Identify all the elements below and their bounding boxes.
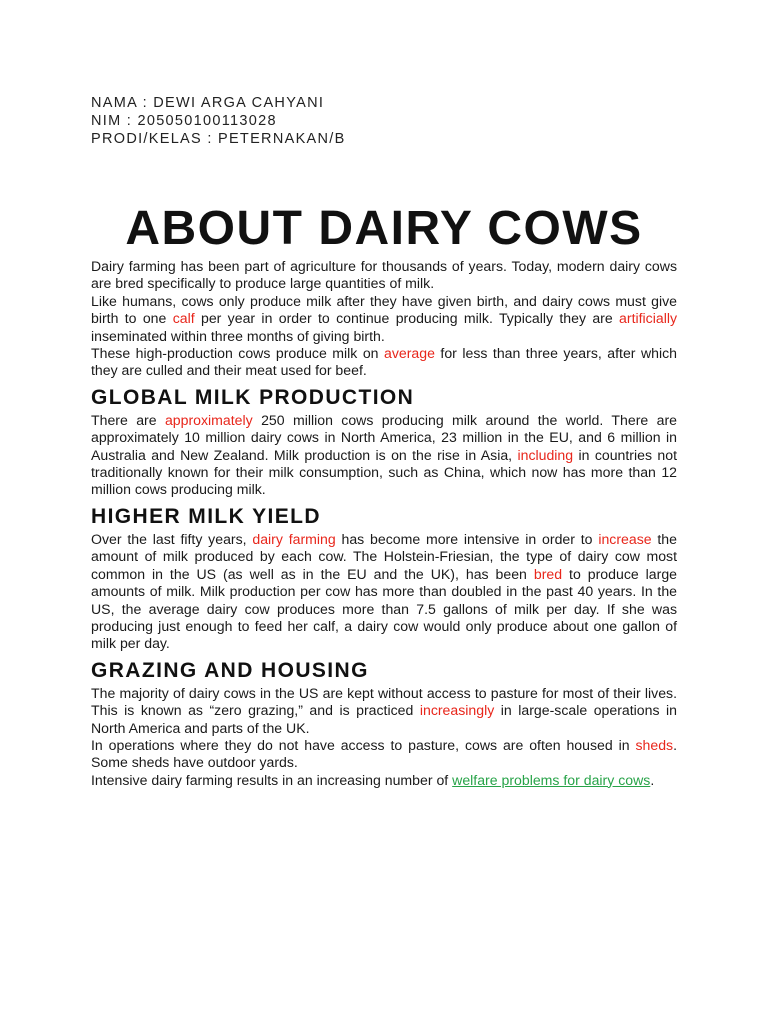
text-run: in large-scale operations in North America and parts of the UK. (91, 702, 677, 736)
text-run: has become more intensive in order to (335, 530, 599, 547)
intro-paragraph-3 (91, 345, 677, 380)
document-title: ABOUT DAIRY COWS (125, 202, 643, 255)
grazing-paragraph-2 (91, 737, 677, 772)
intro-paragraph-2 (91, 293, 677, 345)
heading-higher-milk-yield: HIGHER MILK YIELD (91, 504, 321, 528)
text-run: These high-production cows produce milk on (91, 345, 384, 362)
welfare-problems-link[interactable]: welfare problems for dairy cows (452, 771, 651, 788)
student-class: PRODI/KELAS : PETERNAKAN/B (91, 131, 346, 147)
grazing-paragraph-3 (91, 772, 677, 789)
highlight-word-sheds: sheds (635, 736, 674, 753)
highlight-word-bred: bred (533, 565, 563, 582)
student-nim: NIM : 205050100113028 (91, 113, 277, 129)
text-run: inseminated within three months of giving birth. (91, 327, 385, 344)
text-run: in countries not traditionally known for their milk consumption, such as China, which now has more than 12 million cows producing milk. (91, 446, 677, 498)
text-run: per year in order to continue producing milk. Typically they are (194, 310, 620, 327)
text-run: 250 million cows producing milk around the world. There are approximately 10 million dairy cows in North America, 23 million in the EU, and 6 million in Australia and New Zealand. Milk production is on the rise in Asia, (91, 411, 677, 463)
text-run: . (650, 771, 655, 788)
text-run: There are (91, 411, 165, 428)
highlight-word-average: average (384, 345, 435, 362)
student-name: NAMA : DEWI ARGA CAHYANI (91, 95, 325, 111)
highlight-word-increase: increase (598, 530, 652, 547)
text-run: for less than three years, after which they are culled and their meat used for beef. (91, 345, 677, 379)
heading-global-milk-production: GLOBAL MILK PRODUCTION (91, 385, 415, 409)
text-run: Like humans, cows only produce milk after they have given birth, and dairy cows must give birth to one (91, 292, 677, 327)
highlight-word-dairy-farming: dairy farming (252, 530, 336, 547)
yield-paragraph (91, 531, 677, 653)
grazing-paragraph-1 (91, 685, 677, 737)
text-run: . Some sheds have outdoor yards. (91, 736, 677, 771)
text-run: The majority of dairy cows in the US are kept without access to pasture for most of their lives. This is known as “zero grazing,” and is practiced (91, 684, 677, 719)
student-info (91, 94, 346, 148)
intro-paragraph-1: Dairy farming has been part of agriculture for thousands of years. Today, modern dairy cows are bred specifically to produce large quantities of milk. (91, 258, 677, 292)
document-body (91, 258, 677, 789)
text-run: Over the last fifty years, (91, 530, 253, 547)
text-run: to produce large amounts of milk. Milk production per cow has more than doubled in the past 40 years. In the US, the average dairy cow produces more than 7.5 gallons of milk per day. If she was producing just enough to feed her calf, a dairy cow would only produce about one gallon of milk per day. (91, 565, 678, 652)
heading-grazing-and-housing: GRAZING AND HOUSING (91, 658, 369, 682)
highlight-word-including: including (517, 446, 574, 463)
text-run: Intensive dairy farming results in an increasing number of (91, 771, 453, 788)
global-paragraph (91, 412, 677, 499)
highlight-word-artificially: artificially (619, 310, 677, 327)
text-run: In operations where they do not have access to pasture, cows are often housed in (91, 736, 636, 753)
highlight-word-increasingly: increasingly (419, 702, 495, 719)
text-run: the amount of milk produced by each cow. The Holstein-Friesian, the type of dairy cow most common in the US (as well as in the EU and the UK), has been (91, 530, 677, 582)
highlight-word-calf: calf (172, 310, 195, 327)
highlight-word-approximately: approximately (164, 411, 253, 428)
